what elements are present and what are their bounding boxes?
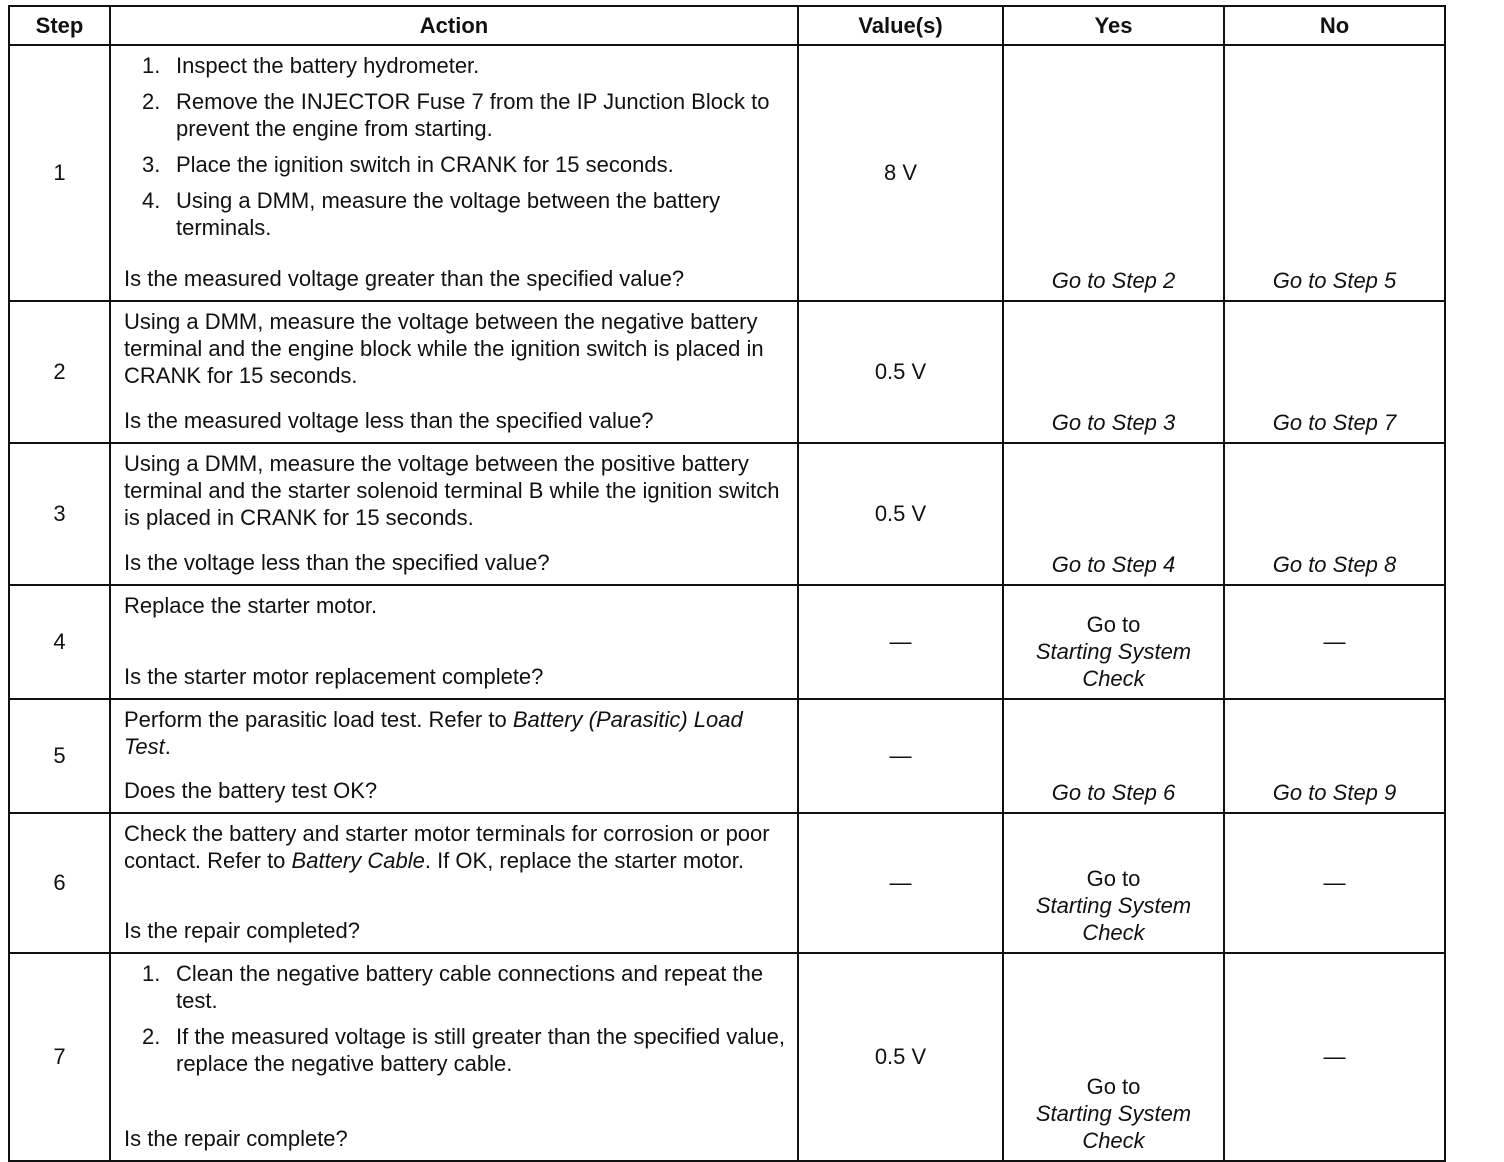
action-question: Is the voltage less than the specified value? bbox=[124, 550, 550, 575]
no-cell: Go to Step 8 bbox=[1224, 443, 1445, 585]
list-item: 2. If the measured voltage is still greater than the specified value, replace the negative battery cable. bbox=[142, 1024, 786, 1076]
table-row bbox=[9, 301, 1445, 443]
action-text: Perform the parasitic load test. Refer to Battery (Parasitic) Load Test. bbox=[124, 707, 743, 759]
yes-cell bbox=[1003, 585, 1224, 699]
action-question: Is the starter motor replacement complete? bbox=[124, 664, 544, 689]
yes-cell: Go to Step 4 bbox=[1003, 443, 1224, 585]
action-question: Is the repair complete? bbox=[124, 1126, 348, 1151]
no-cell: — bbox=[1224, 813, 1445, 953]
action-text: Using a DMM, measure the voltage between the positive battery terminal and the starter solenoid terminal B while the ignition switch is placed in CRANK for 15 seconds. bbox=[124, 451, 780, 530]
action-cell bbox=[110, 443, 798, 585]
step-number: 2 bbox=[9, 301, 110, 443]
yes-cell: Go to Step 6 bbox=[1003, 699, 1224, 813]
action-cell bbox=[110, 585, 798, 699]
header-step: Step bbox=[9, 6, 110, 45]
step-number: 6 bbox=[9, 813, 110, 953]
action-cell bbox=[110, 699, 798, 813]
value-cell: — bbox=[798, 813, 1003, 953]
no-cell: Go to Step 5 bbox=[1224, 45, 1445, 301]
no-cell: Go to Step 9 bbox=[1224, 699, 1445, 813]
step-number: 1 bbox=[9, 45, 110, 301]
action-cell bbox=[110, 45, 798, 301]
action-text: Replace the starter motor. bbox=[124, 593, 378, 618]
yes-link-text: Starting System Check bbox=[1035, 639, 1192, 691]
action-text: Check the battery and starter motor terminals for corrosion or poor contact. Refer to Battery Cable. If OK, replace the starter motor. bbox=[124, 821, 770, 873]
list-item: 2. Remove the INJECTOR Fuse 7 from the IP Junction Block to prevent the engine from starting. bbox=[142, 89, 770, 141]
table-row bbox=[9, 813, 1445, 953]
action-question: Is the measured voltage greater than the specified value? bbox=[124, 266, 685, 291]
yes-cell: Go to Step 2 bbox=[1003, 45, 1224, 301]
table-row bbox=[9, 45, 1445, 301]
step-number: 7 bbox=[9, 953, 110, 1161]
table-row bbox=[9, 585, 1445, 699]
action-cell bbox=[110, 813, 798, 953]
action-text: Using a DMM, measure the voltage between the negative battery terminal and the engine block while the ignition switch is placed in CRANK for 15 seconds. bbox=[124, 309, 764, 388]
yes-cell bbox=[1003, 953, 1224, 1161]
yes-link-text: Starting System Check bbox=[1035, 1101, 1192, 1153]
action-question: Does the battery test OK? bbox=[124, 778, 378, 803]
list-item: 1. Clean the negative battery cable connections and repeat the test. bbox=[142, 961, 764, 1013]
header-values: Value(s) bbox=[798, 6, 1003, 45]
header-no: No bbox=[1224, 6, 1445, 45]
step-number: 3 bbox=[9, 443, 110, 585]
action-question: Is the repair completed? bbox=[124, 918, 361, 943]
yes-cell: Go to Step 3 bbox=[1003, 301, 1224, 443]
action-question: Is the measured voltage less than the specified value? bbox=[124, 408, 654, 433]
step-number: 4 bbox=[9, 585, 110, 699]
value-cell: 8 V bbox=[798, 45, 1003, 301]
header-yes: Yes bbox=[1003, 6, 1224, 45]
no-cell: — bbox=[1224, 585, 1445, 699]
action-cell bbox=[110, 953, 798, 1161]
yes-link-text: Starting System Check bbox=[1035, 893, 1192, 945]
header-row bbox=[9, 6, 1445, 45]
value-cell: 0.5 V bbox=[798, 953, 1003, 1161]
step-number: 5 bbox=[9, 699, 110, 813]
value-cell: — bbox=[798, 699, 1003, 813]
yes-prefix: Go to bbox=[1086, 866, 1141, 891]
header-action: Action bbox=[110, 6, 798, 45]
action-cell bbox=[110, 301, 798, 443]
yes-prefix: Go to bbox=[1086, 612, 1141, 637]
action-list bbox=[142, 960, 787, 1086]
action-list bbox=[142, 52, 787, 250]
list-item: 3. Place the ignition switch in CRANK for 15 seconds. bbox=[142, 152, 674, 177]
table-row bbox=[9, 699, 1445, 813]
diagnostic-table bbox=[8, 5, 1446, 1162]
value-cell: 0.5 V bbox=[798, 301, 1003, 443]
value-cell: — bbox=[798, 585, 1003, 699]
yes-prefix: Go to bbox=[1086, 1074, 1141, 1099]
yes-cell bbox=[1003, 813, 1224, 953]
no-cell: — bbox=[1224, 953, 1445, 1161]
no-cell: Go to Step 7 bbox=[1224, 301, 1445, 443]
table-row bbox=[9, 443, 1445, 585]
list-item: 4. Using a DMM, measure the voltage between the battery terminals. bbox=[142, 188, 721, 240]
value-cell: 0.5 V bbox=[798, 443, 1003, 585]
list-item: 1. Inspect the battery hydrometer. bbox=[142, 53, 480, 78]
table-row bbox=[9, 953, 1445, 1161]
